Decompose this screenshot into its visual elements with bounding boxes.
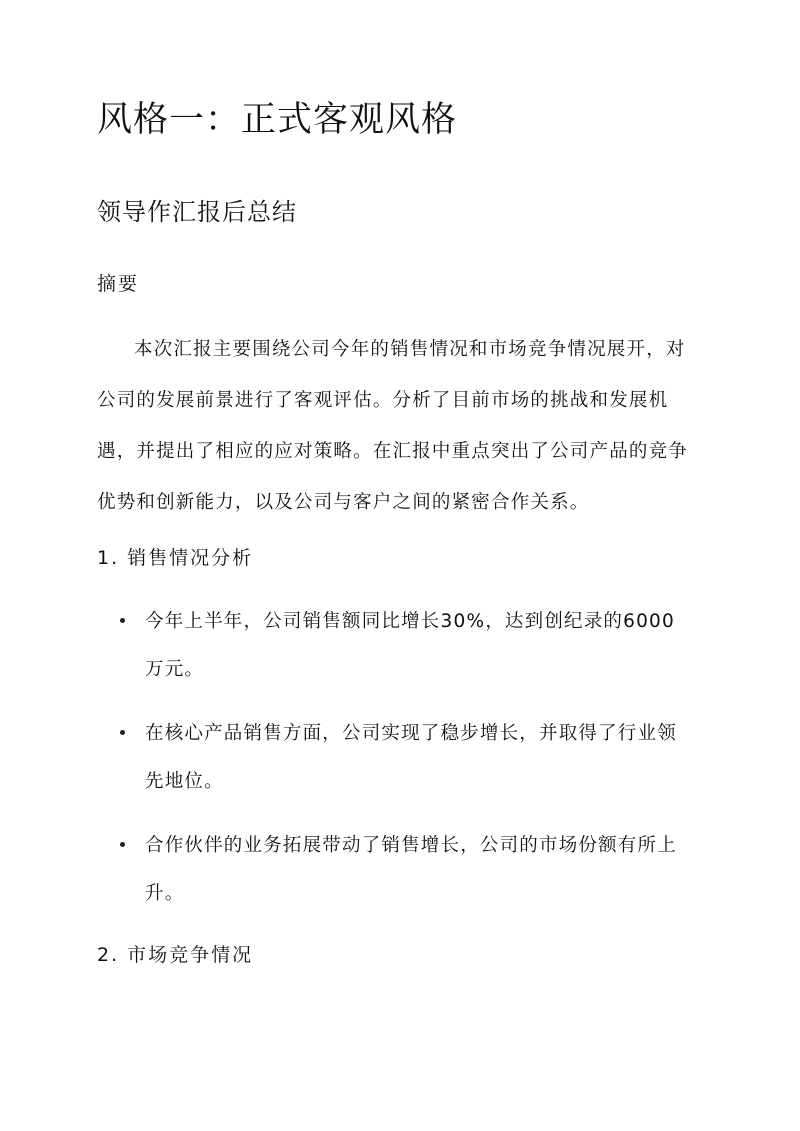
- section-heading-competition: 2. 市场竞争情况: [97, 944, 254, 966]
- list-item-text: 在核心产品销售方面，公司实现了稳步增长，并取得了行业领先地位。: [145, 723, 677, 792]
- list-item: [145, 822, 690, 918]
- document-title: 风格一：正式客观风格: [97, 100, 458, 140]
- section-heading-sales: 1. 销售情况分析: [97, 547, 254, 569]
- list-item-text: 合作伙伴的业务拓展带动了销售增长，公司的市场份额有所上升。: [145, 835, 677, 904]
- bullet-dot-icon: [120, 730, 125, 735]
- document-subtitle: 领导作汇报后总结: [97, 198, 297, 226]
- abstract-paragraph: 本次汇报主要围绕公司今年的销售情况和市场竞争情况展开，对公司的发展前景进行了客观评估。分析了目前市场的挑战和发展机遇，并提出了相应的应对策略。在汇报中重点突出了公司产品的竞争优势和创新能力，以及公司与客户之间的紧密合作关系。: [97, 339, 689, 513]
- bullet-dot-icon: [120, 618, 125, 623]
- list-item: [145, 598, 690, 694]
- list-item: [145, 710, 690, 806]
- bullet-dot-icon: [120, 842, 125, 847]
- abstract-heading: 摘要: [97, 273, 140, 295]
- list-item-text: 今年上半年，公司销售额同比增长30%，达到创纪录的6000万元。: [145, 611, 676, 680]
